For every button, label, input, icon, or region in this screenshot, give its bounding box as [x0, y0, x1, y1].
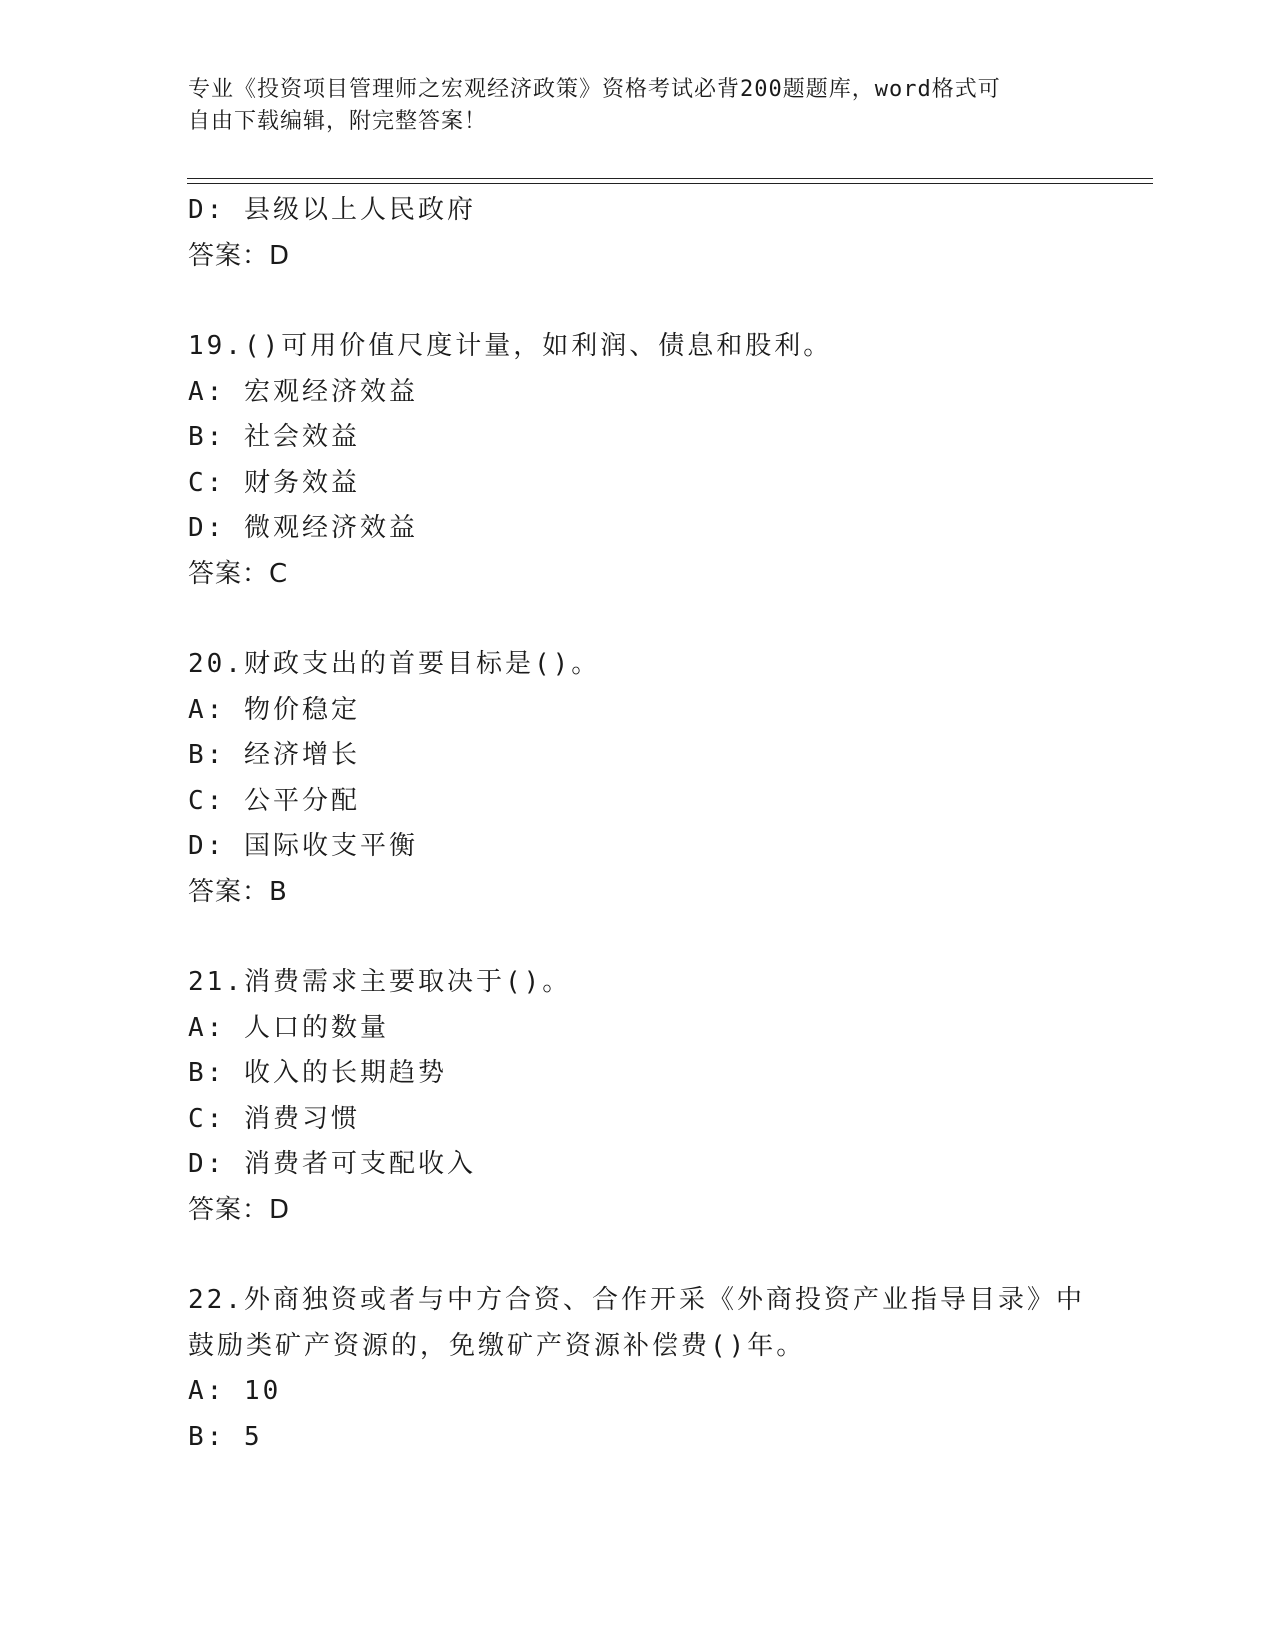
question-stem-line-2: 鼓励类矿产资源的，免缴矿产资源补偿费()年。: [188, 1330, 806, 1361]
option-b: B: 5: [188, 1421, 263, 1452]
header-line-2: 自由下载编辑，附完整答案！: [188, 109, 488, 134]
document-header: [188, 74, 1108, 138]
spacer: [188, 597, 1108, 642]
header-divider-top: [187, 178, 1153, 179]
option-c: C: 公平分配: [188, 785, 360, 816]
spacer: [188, 279, 1108, 324]
option-a: A: 人口的数量: [188, 1012, 389, 1043]
option-b: B: 社会效益: [188, 422, 360, 452]
option-c: C: 消费习惯: [188, 1103, 360, 1134]
option-a: A: 10: [188, 1376, 282, 1406]
question-stem: 20.财政支出的首要目标是()。: [188, 649, 601, 679]
option-d: D: 消费者可支配收入: [188, 1149, 476, 1179]
question-20: [188, 642, 1108, 915]
answer-line: 答案：C: [188, 558, 289, 589]
question-list: [188, 188, 1108, 1460]
option-d: D: 微观经济效益: [188, 513, 418, 543]
spacer: [188, 1233, 1108, 1278]
option-c: C: 财务效益: [188, 467, 360, 498]
question-18-tail: [188, 188, 1108, 279]
option-b: B: 收入的长期趋势: [188, 1058, 447, 1088]
option-a: A: 宏观经济效益: [188, 376, 418, 407]
header-divider-bottom: [187, 183, 1153, 184]
answer-line: 答案：B: [188, 876, 288, 907]
question-stem-line-1: 22.外商独资或者与中方合资、合作开采《外商投资产业指导目录》中: [188, 1285, 1085, 1315]
question-19: [188, 324, 1108, 597]
answer-line: 答案：D: [188, 1194, 291, 1225]
option-b: B: 经济增长: [188, 740, 360, 770]
option-a: A: 物价稳定: [188, 694, 360, 725]
spacer: [188, 915, 1108, 960]
header-line-1: 专业《投资项目管理师之宏观经济政策》资格考试必背200题题库，word格式可: [188, 77, 1001, 102]
question-stem: 19.()可用价值尺度计量，如利润、债息和股利。: [188, 331, 833, 361]
question-22: [188, 1278, 1108, 1460]
option-d: D: 县级以上人民政府: [188, 195, 476, 225]
question-stem: 21.消费需求主要取决于()。: [188, 967, 572, 997]
option-d: D: 国际收支平衡: [188, 831, 418, 861]
question-21: [188, 960, 1108, 1233]
answer-line: 答案：D: [188, 240, 291, 271]
